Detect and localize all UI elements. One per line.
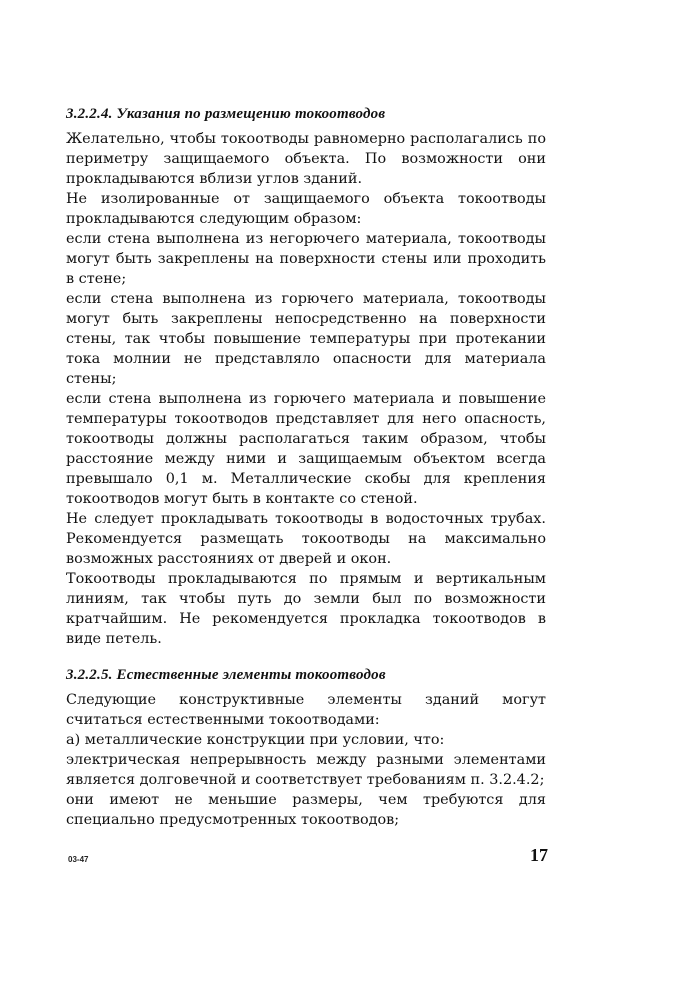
paragraph: если стена выполнена из негорючего материала, токоотводы могут быть закреплены на поверхности стены или проходить в стене;: [66, 231, 546, 287]
paragraph: если стена выполнена из горючего материала и повышение температуры токоотводов представляет для него опасность, токоотводы должны располагаться таким образом, чтобы расстояние между ними и защищаемым объектом всегда превышало 0,1 м. Металлические скобы для крепления токоотводов могут быть в контакте со стеной.: [66, 391, 546, 507]
page-number: 17: [530, 845, 548, 865]
paragraph: а) металлические конструкции при условии, что:: [66, 732, 445, 748]
paragraph: Не следует прокладывать токоотводы в водосточных трубах. Рекомендуется размещать токоотводы на максимально возможных расстояниях от дверей и окон.: [66, 511, 546, 567]
paragraph: Токоотводы прокладываются по прямым и вертикальным линиям, так чтобы путь до земли был по возможности кратчайшим. Не рекомендуется прокладка токоотводов в виде петель.: [66, 571, 546, 647]
paragraph: электрическая непрерывность между разными элементами является долговечной и соответствует требованиям п. 3.2.4.2;: [66, 752, 546, 788]
section-heading: 3.2.2.5. Естественные элементы токоотводов: [66, 667, 386, 683]
paragraph: Не изолированные от защищаемого объекта токоотводы прокладываются следующим образом:: [66, 191, 546, 227]
paragraph: Желательно, чтобы токоотводы равномерно располагались по периметру защищаемого объекта. По возможности они прокладываются вблизи углов зданий.: [66, 131, 546, 187]
paragraph: они имеют не меньшие размеры, чем требуются для специально предусмотренных токоотводов;: [66, 792, 546, 828]
paragraph: если стена выполнена из горючего материала, токоотводы могут быть закреплены непосредственно на поверхности стены, так чтобы повышение температуры при протекании тока молнии не представляло опасности для материала стены;: [66, 291, 546, 387]
footer-code: 03-47: [68, 855, 89, 864]
page-body: [66, 104, 546, 830]
section-heading: 3.2.2.4. Указания по размещению токоотводов: [66, 106, 386, 122]
paragraph: Следующие конструктивные элементы зданий могут считаться естественными токоотводами:: [66, 692, 546, 728]
